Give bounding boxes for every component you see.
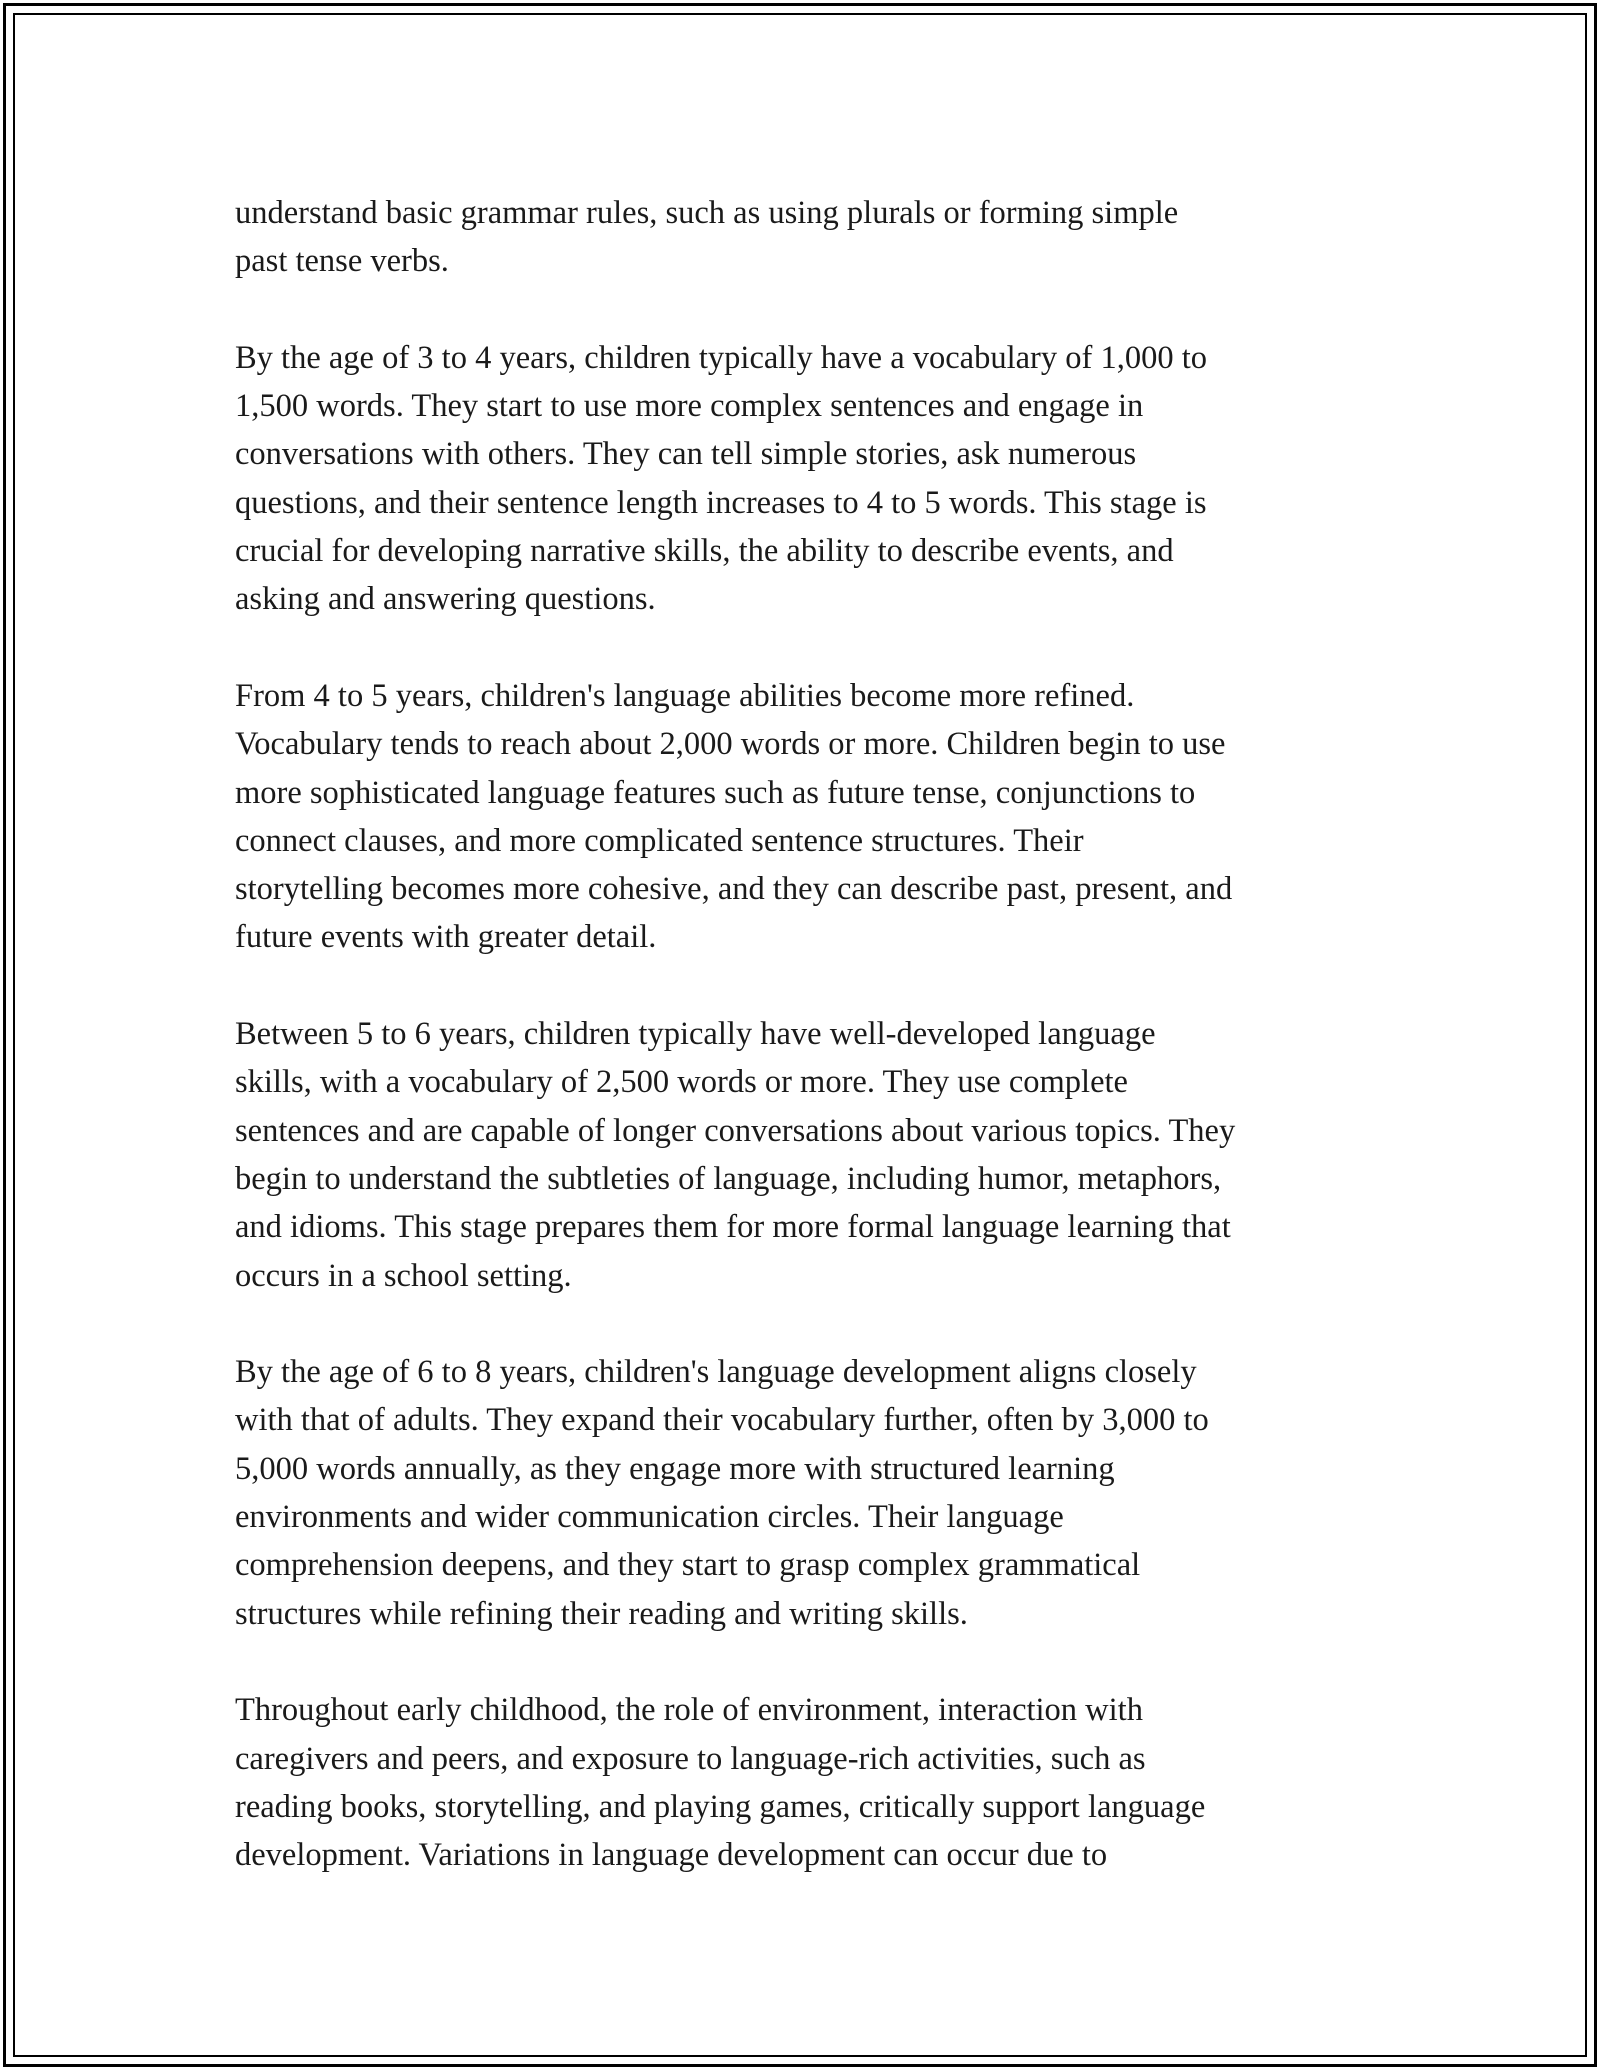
document-body <box>235 189 1395 1928</box>
paragraph-age-6-to-8: By the age of 6 to 8 years, children's language development aligns closely with that of adults. They expand their vocabulary further, often by 3,000 to 5,000 words annually, as they engage more with structured learning environments and wider communication circles. Their language comprehension deepens, and they start to grasp complex grammatical structures while refining their reading and writing skills. <box>235 1354 1209 1632</box>
paragraph-age-4-to-5: From 4 to 5 years, children's language abilities become more refined. Vocabulary tends to reach about 2,000 words or more. Children begin to use more sophisticated language features such as future tense, conjunctions to connect clauses, and more complicated sentence structures. Their storytelling becomes more cohesive, and they can describe past, present, and future events with greater detail. <box>235 677 1233 956</box>
paragraph-age-3-to-4: By the age of 3 to 4 years, children typically have a vocabulary of 1,000 to 1,500 words. They start to use more complex sentences and engage in conversations with others. They can tell simple stories, ask numerous questions, and their sentence length increases to 4 to 5 words. This stage is crucial for developing narrative skills, the ability to describe events, and asking and answering questions. <box>235 339 1207 618</box>
paragraph-early-childhood: Throughout early childhood, the role of environment, interaction with caregivers and peers, and exposure to language-rich activities, such as reading books, storytelling, and playing games, critically support language development. Variations in language development can occur due to <box>235 1692 1206 1874</box>
paragraph-age-5-to-6: Between 5 to 6 years, children typically have well-developed language skills, with a vocabulary of 2,500 words or more. They use complete sentences and are capable of longer conversations about various topics. They begin to understand the subtleties of language, including humor, metaphors, and idioms. This stage prepares them for more formal language learning that occurs in a school setting. <box>235 1016 1236 1294</box>
paragraph-grammar-continuation: understand basic grammar rules, such as using plurals or forming simple past tense verbs. <box>235 195 1179 280</box>
